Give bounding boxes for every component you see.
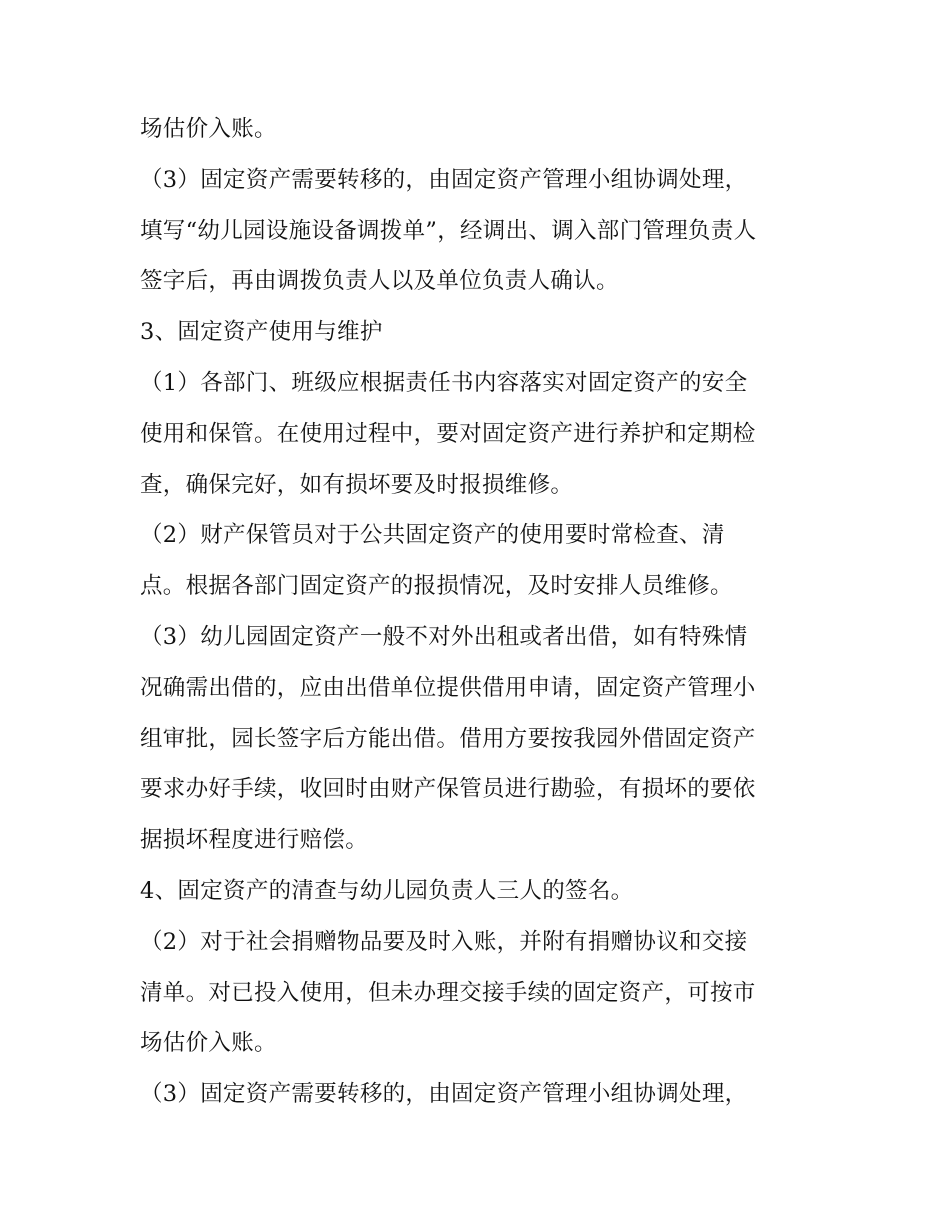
text-line: 使用和保管。在使用过程中，要对固定资产进行养护和定期检 <box>140 420 756 447</box>
text-line: 况确需出借的，应由出借单位提供借用申请，固定资产管理小 <box>140 674 756 701</box>
text-line: （3）固定资产需要转移的，由固定资产管理小组协调处理， <box>140 166 748 193</box>
document-body <box>140 104 820 1120</box>
text-line: （3）幼儿园固定资产一般不对外出租或者出借，如有特殊情 <box>140 623 748 650</box>
text-line: 点。根据各部门固定资产的报损情况，及时安排人员维修。 <box>140 573 733 600</box>
text-line: 据损坏程度进行赔偿。 <box>140 827 369 854</box>
section-heading: 3、固定资产使用与维护 <box>140 319 383 346</box>
text-line: 要求办好手续，收回时由财产保管员进行勘验，有损坏的要依 <box>140 776 756 803</box>
text-line: 填写“幼儿园设施设备调拨单”，经调出、调入部门管理负责人 <box>140 217 757 244</box>
text-line: （2）财产保管员对于公共固定资产的使用要时常检查、清 <box>140 522 725 549</box>
text-line: 组审批，园长签字后方能出借。借用方要按我园外借固定资产 <box>140 725 756 752</box>
text-line: 场估价入账。 <box>140 116 277 142</box>
text-line: 清单。对已投入使用，但未办理交接手续的固定资产，可按市 <box>140 979 756 1006</box>
text-line: （2）对于社会捐赠物品要及时入账，并附有捐赠协议和交接 <box>140 928 748 955</box>
text-line: 场估价入账。 <box>140 1030 277 1057</box>
text-line: （3）固定资产需要转移的，由固定资产管理小组协调处理， <box>140 1081 748 1108</box>
text-line: 查，确保完好，如有损坏要及时报损维修。 <box>140 471 574 498</box>
text-line: 签字后，再由调拨负责人以及单位负责人确认。 <box>140 268 619 295</box>
text-line: （1）各部门、班级应根据责任书内容落实对固定资产的安全 <box>140 369 748 396</box>
section-heading: 4、固定资产的清查与幼儿园负责人三人的签名。 <box>140 877 634 904</box>
